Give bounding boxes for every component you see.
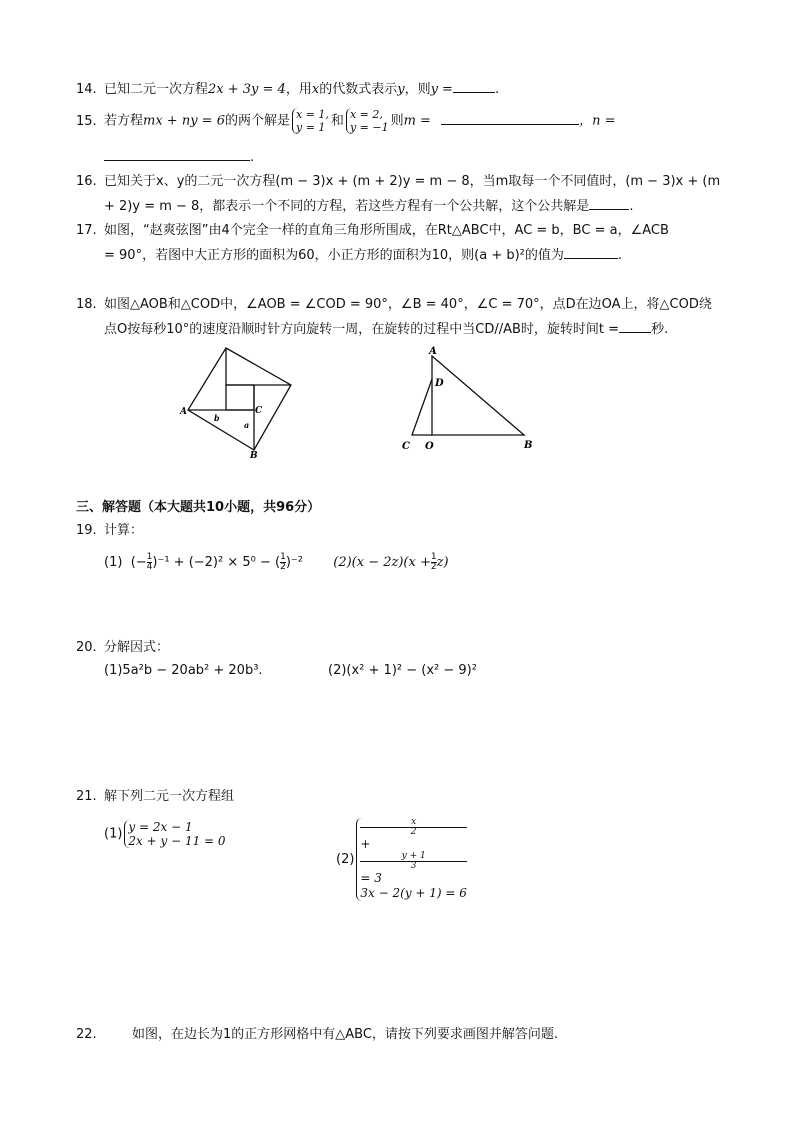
question-20: 20. 分解因式： — [76, 637, 726, 659]
question-16: 16. 已知关于x、y的二元一次方程(m − 3)x + (m + 2)y = m − 8，当m取每一个不同值时，(m − 3)x + (m — [76, 171, 726, 193]
question-18: 18. 如图△AOB和△COD中，∠AOB = ∠COD = 90°，∠B = 40°，∠C = 70°，点D在边OA上，将△COD绕 — [76, 294, 726, 316]
equation-system: x = 2, y = −1 — [346, 108, 389, 134]
question-21-part-1: (1) y = 2x − 1 2x + y − 11 = 0 — [104, 820, 226, 848]
question-number: 17. — [76, 223, 97, 238]
label-O: O — [425, 441, 434, 452]
outer-square — [188, 348, 291, 450]
question-20-part-1: (1)5a²b − 20ab² + 20b³. — [104, 663, 263, 678]
triangle-COD — [412, 379, 432, 435]
label-A: A — [429, 346, 437, 357]
question-17-cont: = 90°，若图中大正方形的面积为60，小正方形的面积为10，则(a + b)²的值为 . — [104, 244, 744, 267]
question-number: 20. — [76, 640, 97, 655]
question-17: 17. 如图，“赵爽弦图”由4个完全一样的直角三角形所围成，在Rt△ABC中，AC = b，BC = a，∠ACB — [76, 220, 726, 242]
question-19-parts: (1) (− $\frac{1}{4}$ )⁻¹ + (−2)² × 5⁰ − ( $\frac{1}{2}$ )⁻² (2)(x − 2z)(x + $\frac{1}{2}$ z) — [104, 552, 449, 572]
triangles-figure — [398, 342, 538, 454]
label-C: C — [255, 406, 263, 416]
answer-blank — [619, 318, 651, 333]
label-B: B — [524, 440, 533, 451]
answer-blank — [564, 244, 618, 259]
question-18-cont: 点O按每秒10°的速度沿顺时针方向旋转一周，在旋转的过程中当CD//AB时，旋转时间t = 秒. — [104, 318, 744, 341]
label-D: D — [435, 378, 444, 389]
equation-system: y = 2x − 1 2x + y − 11 = 0 — [124, 820, 225, 848]
question-number: 14. — [76, 82, 97, 97]
question-19: 19. 计算： — [76, 520, 726, 542]
answer-blank — [453, 78, 495, 93]
equation-system: x 2 + y + 1 3 = 3 3x − 2(y + 1) = 6 — [356, 818, 467, 901]
inner-square — [226, 385, 254, 410]
question-21-part-2: (2) x 2 + y + 1 3 = 3 3x − 2(y + 1) = 6 — [336, 817, 467, 900]
question-15-cont: . — [104, 146, 754, 169]
label-b: b — [214, 413, 220, 423]
label-B: B — [250, 451, 258, 460]
answer-blank — [104, 146, 250, 161]
label-A: A — [180, 407, 187, 417]
equation-system: x = 1, y = 1 — [292, 108, 329, 134]
question-20-part-2: (2)(x² + 1)² − (x² − 9)² — [328, 663, 477, 678]
question-number: 16. — [76, 174, 97, 189]
question-number: 21. — [76, 789, 97, 804]
question-14: 14. 已知二元一次方程2x + 3y = 4，用x的代数式表示y，则y = . — [76, 78, 726, 101]
answer-blank — [441, 110, 579, 125]
question-15: 15. 若方程mx + ny = 6的两个解是 x = 1, y = 1 和 x = 2, y = −1 则m = ，n = — [76, 108, 616, 134]
question-16-cont: + 2)y = m − 8，都表示一个不同的方程，若这些方程有一个公共解，这个公共解是 . — [104, 195, 744, 218]
question-number: 22. — [76, 1027, 97, 1042]
question-22: 22. 如图，在边长为1的正方形网格中有△ABC，请按下列要求画图并解答问题. — [76, 1024, 726, 1046]
label-a: a — [244, 420, 250, 430]
label-C: C — [402, 441, 410, 452]
question-number: 19. — [76, 523, 97, 538]
zhao-shuang-figure — [176, 342, 298, 460]
answer-blank — [589, 195, 629, 210]
question-21: 21. 解下列二元一次方程组 — [76, 786, 726, 808]
section-heading: 三、解答题（本大题共10小题，共96分） — [76, 500, 321, 515]
question-number: 15. — [76, 113, 97, 129]
question-number: 18. — [76, 297, 97, 312]
triangle-AOB — [432, 356, 524, 435]
